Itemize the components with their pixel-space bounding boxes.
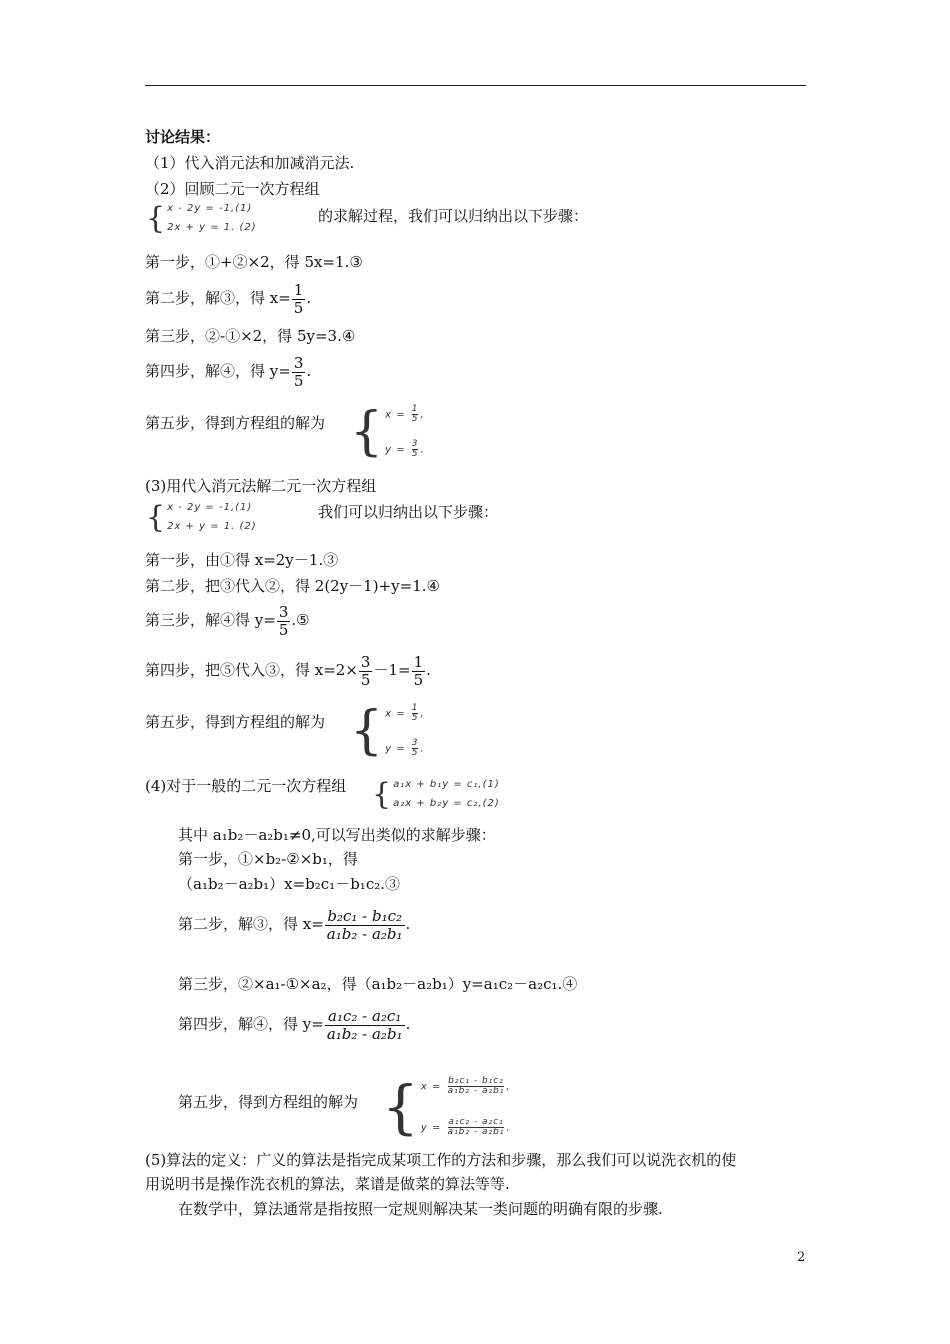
fraction	[412, 739, 419, 758]
y-lhs: y =	[420, 1122, 446, 1134]
punctuation: .	[506, 1122, 511, 1134]
s2-step-2-text: 第二步，解③，得 x=	[145, 289, 291, 307]
fraction	[292, 282, 306, 317]
s4-step-4-end: .	[405, 1015, 411, 1033]
system-row-2: a₂x + b₂y = c₂,(2)	[393, 798, 500, 809]
denominator: a₁b₂ - a₂b₁	[447, 1127, 505, 1137]
fraction	[412, 654, 426, 689]
numerator: 1	[411, 404, 419, 414]
item-5-line-3: 在数学中，算法通常是指按照一定规则解决某一类问题的明确有限的步骤.	[178, 1200, 663, 1218]
punctuation: ,	[506, 1081, 511, 1093]
x-lhs: x =	[385, 409, 410, 421]
numerator: 3	[411, 738, 419, 748]
solution-system-2	[350, 701, 425, 761]
system-row-2: 2x + y = 1. (2)	[167, 222, 257, 233]
item-3-tail: 我们可以归纳出以下步骤：	[318, 503, 499, 521]
left-brace: {	[372, 776, 392, 812]
s2-step-1: 第一步，①+②×2，得 5x=1.③	[145, 253, 363, 271]
fraction	[325, 1008, 405, 1043]
fraction	[448, 1118, 505, 1137]
item-5-line-1: (5)算法的定义：广义的算法是指完成某项工作的方法和步骤，那么我们可以说洗衣机的使	[145, 1151, 737, 1169]
s4-step-1b: （a₁b₂－a₂b₁）x=b₂c₁－b₁c₂.③	[178, 875, 400, 893]
item-2-tail: 的求解过程，我们可以归纳出以下步骤：	[318, 207, 589, 225]
s3-step-4-mid: －1=	[373, 661, 411, 679]
system-row-1: x - 2y = -1,(1)	[167, 502, 253, 513]
system-row-1: a₁x + b₁y = c₁,(1)	[393, 779, 500, 790]
solution-y-row	[385, 440, 425, 459]
numerator: 1	[411, 703, 419, 713]
fraction	[359, 654, 373, 689]
numerator: a₁c₂ - a₂c₁	[328, 1006, 402, 1025]
equation-system-3	[372, 776, 500, 812]
fraction	[277, 604, 291, 639]
denominator: 5	[411, 713, 419, 723]
s2-step-5: 第五步，得到方程组的解为	[145, 414, 326, 432]
header-rule	[145, 85, 806, 86]
s3-step-1: 第一步，由①得 x=2y－1.③	[145, 551, 339, 569]
numerator: 3	[360, 652, 371, 671]
denominator: 5	[293, 298, 304, 317]
y-lhs: y =	[385, 743, 410, 755]
solution-y-row	[385, 739, 425, 758]
s4-step-4-text: 第四步，解④，得 y=	[178, 1015, 324, 1033]
denominator: a₁b₂ - a₂b₁	[447, 1086, 505, 1096]
denominator: 5	[411, 748, 419, 758]
s3-step-2: 第二步，把③代入②，得 2(2y－1)+y=1.④	[145, 577, 440, 595]
x-lhs: x =	[420, 1081, 446, 1093]
solution-y-row	[421, 1118, 511, 1137]
s3-step-4-end: .	[426, 661, 431, 679]
system-row-2: 2x + y = 1. (2)	[167, 521, 257, 532]
system-row-1: x - 2y = -1,(1)	[167, 203, 253, 214]
x-lhs: x =	[385, 708, 410, 720]
s2-step-3: 第三步，②-①×2，得 5y=3.④	[145, 327, 356, 345]
s2-step-4-end: .	[306, 362, 312, 380]
item-1: （1）代入消元法和加减消元法.	[145, 154, 355, 172]
fraction	[448, 1077, 505, 1096]
s2-step-4	[145, 353, 311, 390]
item-3: (3)用代入消元法解二元一次方程组	[145, 477, 377, 495]
s2-step-2-end: .	[306, 289, 312, 307]
s4-step-5: 第五步，得到方程组的解为	[178, 1093, 359, 1111]
s3-step-4-text: 第四步，把⑤代入③，得 x=2×	[145, 661, 358, 679]
s3-step-3-end: .⑤	[291, 611, 310, 629]
s4-step-1: 第一步，①×b₂-②×b₁，得	[178, 850, 358, 868]
numerator: b₂c₁ - b₁c₂	[448, 1076, 504, 1086]
left-brace: {	[146, 499, 166, 535]
fraction	[412, 440, 419, 459]
punctuation: ,	[420, 409, 425, 421]
s2-step-2	[145, 280, 311, 317]
section-heading: 讨论结果：	[145, 128, 221, 146]
numerator: 3	[411, 439, 419, 449]
s4-condition: 其中 a₁b₂－a₂b₁≠0,可以写出类似的求解步骤：	[178, 826, 496, 844]
equation-system-2	[146, 499, 257, 535]
fraction	[325, 908, 405, 943]
s3-step-5: 第五步，得到方程组的解为	[145, 713, 326, 731]
solution-system-1	[350, 402, 425, 462]
s2-step-4-text: 第四步，解④，得 y=	[145, 362, 291, 380]
fraction	[412, 405, 419, 424]
page-number: 2	[797, 1250, 806, 1265]
denominator: 5	[413, 670, 424, 689]
left-brace: {	[146, 200, 166, 236]
solution-x-row	[421, 1077, 511, 1096]
s4-step-2	[178, 904, 410, 944]
fraction	[292, 355, 306, 390]
denominator: 5	[411, 414, 419, 424]
s4-step-2-text: 第二步，解③，得 x=	[178, 915, 324, 933]
y-lhs: y =	[385, 444, 410, 456]
numerator: 1	[413, 652, 424, 671]
denominator: 5	[411, 449, 419, 459]
s4-step-2-end: .	[405, 915, 411, 933]
numerator: 3	[293, 353, 304, 372]
s3-step-3-text: 第三步，解④得 y=	[145, 611, 276, 629]
fraction	[412, 704, 419, 723]
item-5-line-2: 用说明书是操作洗衣机的算法，菜谱是做菜的算法等等.	[145, 1175, 510, 1193]
s4-step-4	[178, 1004, 410, 1044]
punctuation: .	[420, 743, 425, 755]
equation-system-1	[146, 200, 257, 236]
solution-system-3	[382, 1073, 511, 1141]
solution-x-row	[385, 405, 425, 424]
left-brace: {	[382, 1073, 419, 1141]
denominator: 5	[360, 670, 371, 689]
punctuation: .	[420, 444, 425, 456]
item-2: （2）回顾二元一次方程组	[145, 180, 320, 198]
denominator: a₁b₂ - a₂b₁	[326, 1024, 403, 1043]
numerator: a₁c₂ - a₂c₁	[448, 1117, 504, 1127]
numerator: 1	[293, 280, 304, 299]
s3-step-4	[145, 652, 431, 689]
left-brace: {	[350, 402, 384, 462]
left-brace: {	[350, 701, 384, 761]
solution-x-row	[385, 704, 425, 723]
numerator: b₂c₁ - b₁c₂	[327, 906, 402, 925]
item-4: (4)对于一般的二元一次方程组	[145, 777, 347, 795]
denominator: 5	[293, 371, 304, 390]
denominator: 5	[278, 620, 289, 639]
denominator: a₁b₂ - a₂b₁	[326, 924, 403, 943]
s4-step-3: 第三步，②×a₁-①×a₂，得（a₁b₂－a₂b₁）y=a₁c₂－a₂c₁.④	[178, 975, 578, 993]
numerator: 3	[278, 602, 289, 621]
s3-step-3	[145, 602, 310, 639]
punctuation: ,	[420, 708, 425, 720]
